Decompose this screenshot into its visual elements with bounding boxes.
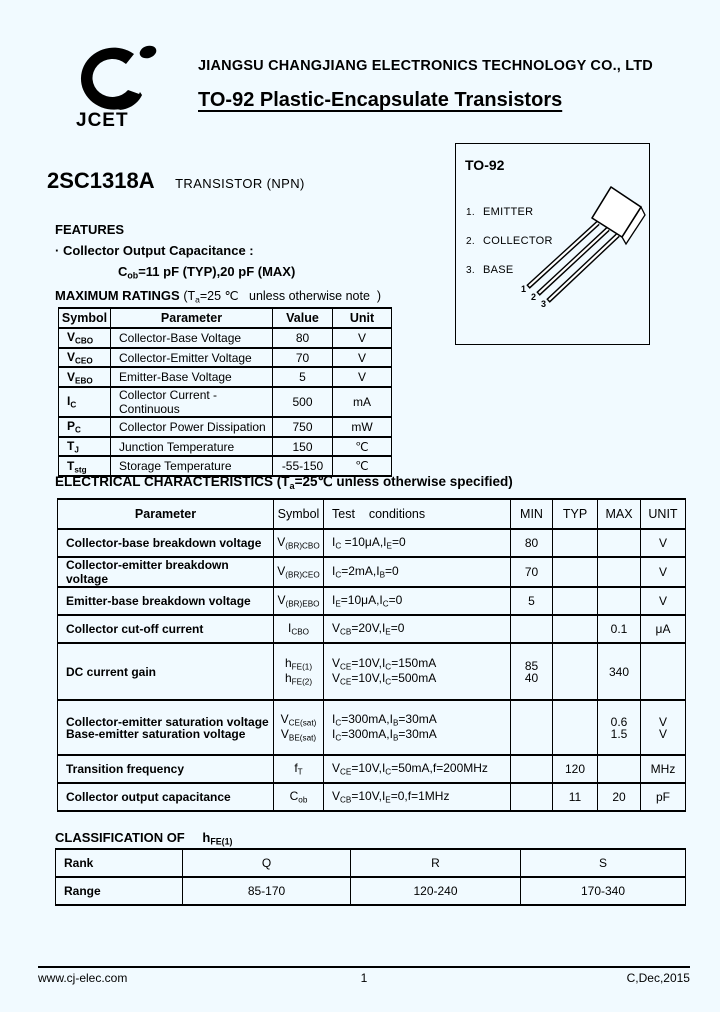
value-cell: -55-150	[273, 456, 333, 476]
symbol-line: $V_{BE(sat)}$	[280, 726, 317, 742]
parameter-cell: Storage Temperature	[111, 456, 273, 476]
unit-cell: ℃	[333, 437, 392, 457]
table-row	[58, 615, 686, 643]
symbol-cell: $V_{(BR)CBO}$	[274, 529, 324, 557]
col-header-unit: UNIT	[641, 499, 686, 529]
table-header-row	[58, 499, 686, 529]
symbol-line: $h_{FE(1)}$	[284, 655, 313, 672]
symbol-cell	[274, 700, 324, 755]
symbol-cell: $T_{stg}$	[59, 456, 111, 476]
conditions-cell: $V_{CE}=10V,I_C=50mA,f=200MHz$	[324, 755, 511, 783]
parameter-cell: Transition frequency	[58, 755, 274, 783]
table-row	[59, 348, 392, 368]
max-cell: 20	[598, 783, 641, 811]
pin-label: COLLECTOR	[483, 235, 553, 247]
footer-date: C,Dec,2015	[626, 971, 690, 985]
footer-divider	[38, 966, 690, 968]
min-cell: 80	[511, 529, 553, 557]
pin-label: EMITTER	[483, 206, 534, 218]
col-header-symbol: Symbol	[59, 308, 111, 328]
logo	[62, 40, 182, 132]
symbol-cell: $P_C$	[59, 417, 111, 437]
unit-cell: mA	[333, 387, 392, 417]
typ-cell	[553, 643, 598, 700]
classification-table	[55, 848, 686, 906]
min-cell	[511, 755, 553, 783]
min-cell	[511, 615, 553, 643]
unit-cell: V	[333, 367, 392, 387]
rank-cell: R	[351, 849, 521, 877]
to92-transistor-drawing-icon	[514, 174, 648, 324]
min-cell: 5	[511, 587, 553, 615]
conditions-cell: $V_{CB}=10V,I_E=0,f=1MHz$	[324, 783, 511, 811]
value-cell: 80	[273, 328, 333, 348]
min-cell	[511, 643, 553, 700]
parameter-cell: Collector output capacitance	[58, 783, 274, 811]
col-header-symbol: Symbol	[274, 499, 324, 529]
parameter-cell: DC current gain	[58, 643, 274, 700]
lead-number-1: 1	[521, 284, 527, 294]
min-cell	[511, 783, 553, 811]
max-cell	[598, 700, 641, 755]
symbol-cell: $C_{ob}$	[274, 783, 324, 811]
symbol-cell: $V_{(BR)EBO}$	[274, 587, 324, 615]
pin-label: BASE	[483, 264, 514, 276]
col-header-parameter: Parameter	[58, 499, 274, 529]
classification-heading-symbol: $h_{FE(1)}$	[202, 830, 233, 847]
max-cell: 0.1	[598, 615, 641, 643]
table-row-rank	[56, 849, 686, 877]
conditions-line: $I_C=300mA,I_B=30mA$	[332, 711, 437, 728]
col-header-conditions: Test conditions	[324, 499, 511, 529]
pin-number: 2.	[466, 236, 475, 247]
max-line: 340	[608, 664, 630, 679]
typ-cell	[553, 587, 598, 615]
unit-cell: mW	[333, 417, 392, 437]
max-cell	[598, 557, 641, 587]
conditions-line: $V_{CE}=10V,I_C=150mA$	[332, 655, 437, 672]
symbol-line: $V_{CE(sat)}$	[280, 711, 317, 728]
max-ratings-table	[58, 307, 392, 477]
table-row	[59, 367, 392, 387]
jcet-logo-icon	[62, 40, 166, 116]
range-cell: 170-340	[521, 877, 686, 905]
package-outline-box	[455, 143, 650, 345]
value-cell: 150	[273, 437, 333, 457]
rank-cell: Q	[183, 849, 351, 877]
conditions-line: $V_{CE}=10V,I_C=500mA$	[332, 670, 437, 686]
value-cell: 500	[273, 387, 333, 417]
table-row	[59, 437, 392, 457]
typ-cell: 120	[553, 755, 598, 783]
table-header-row	[59, 308, 392, 328]
typ-cell	[553, 557, 598, 587]
symbol-cell: $V_{(BR)CEO}$	[274, 557, 324, 587]
unit-cell: V	[333, 348, 392, 368]
range-label-cell: Range	[56, 877, 183, 905]
max-ratings-heading	[55, 288, 381, 305]
symbol-cell: $V_{EBO}$	[59, 367, 111, 387]
parameter-cell: Collector Current -Continuous	[111, 387, 273, 417]
unit-cell: MHz	[641, 755, 686, 783]
unit-line: V	[658, 726, 667, 741]
typ-cell	[553, 700, 598, 755]
pin-row-base	[466, 264, 514, 276]
unit-cell	[641, 643, 686, 700]
unit-cell: V	[333, 328, 392, 348]
unit-cell: V	[641, 529, 686, 557]
table-row-dc-gain	[58, 643, 686, 700]
max-cell	[598, 587, 641, 615]
lead-number-3: 3	[541, 299, 547, 309]
max-line: 1.5	[610, 726, 628, 741]
min-cell: 70	[511, 557, 553, 587]
value-cell: 5	[273, 367, 333, 387]
parameter-cell: Collector cut-off current	[58, 615, 274, 643]
table-row	[58, 529, 686, 557]
col-header-unit: Unit	[333, 308, 392, 328]
conditions-line: $I_C=300mA,I_B=30mA$	[332, 726, 437, 742]
range-cell: 120-240	[351, 877, 521, 905]
part-type: TRANSISTOR (NPN)	[175, 176, 305, 191]
parameter-line: Collector-emitter saturation voltage	[66, 714, 269, 729]
conditions-cell: $V_{CB}=20V,I_E=0$	[324, 615, 511, 643]
footer-page-number: 1	[360, 971, 368, 985]
elec-table	[57, 498, 686, 812]
parameter-cell: Collector-Base Voltage	[111, 328, 273, 348]
logo-text: JCET	[76, 110, 129, 131]
pin-number: 3.	[466, 265, 475, 276]
max-ratings-heading-main: MAXIMUM RATINGS	[55, 288, 184, 303]
unit-cell: μA	[641, 615, 686, 643]
symbol-cell: $f_T$	[274, 755, 324, 783]
max-line: 0.6	[610, 714, 628, 729]
unit-cell	[641, 700, 686, 755]
parameter-cell	[58, 700, 274, 755]
symbol-cell: $V_{CEO}$	[59, 348, 111, 368]
parameter-cell: Junction Temperature	[111, 437, 273, 457]
max-cell	[598, 755, 641, 783]
part-number: 2SC1318A	[47, 168, 155, 193]
unit-cell: V	[641, 587, 686, 615]
table-row	[59, 387, 392, 417]
unit-cell: ℃	[333, 456, 392, 476]
col-header-max: MAX	[598, 499, 641, 529]
min-line: 40	[524, 670, 539, 685]
value-cell: 750	[273, 417, 333, 437]
table-row	[59, 328, 392, 348]
range-cell: 85-170	[183, 877, 351, 905]
lead-number-2: 2	[531, 292, 537, 302]
conditions-cell	[324, 700, 511, 755]
parameter-cell: Collector Power Dissipation	[111, 417, 273, 437]
value-cell: 70	[273, 348, 333, 368]
min-line: 85	[524, 658, 539, 673]
parameter-cell: Collector-base breakdown voltage	[58, 529, 274, 557]
footer-website: www.cj-elec.com	[38, 971, 128, 985]
table-row-saturation	[58, 700, 686, 755]
typ-cell: 11	[553, 783, 598, 811]
parameter-line: Base-emitter saturation voltage	[66, 726, 246, 741]
company-name: JIANGSU CHANGJIANG ELECTRONICS TECHNOLOGY CO., LTD	[198, 58, 653, 74]
symbol-cell: $V_{CBO}$	[59, 328, 111, 348]
symbol-line: $h_{FE(2)}$	[284, 670, 313, 686]
col-header-parameter: Parameter	[111, 308, 273, 328]
typ-cell	[553, 615, 598, 643]
max-ratings-heading-conditions: ($T_a=25$ ℃ unless otherwise note )	[183, 289, 382, 305]
features-cob-value: $C_{ob}=11$ pF (TYP),20 pF (MAX)	[118, 264, 296, 281]
rank-label-cell: Rank	[56, 849, 183, 877]
unit-cell: pF	[641, 783, 686, 811]
parameter-cell: Emitter-base breakdown voltage	[58, 587, 274, 615]
symbol-cell: $I_C$	[59, 387, 111, 417]
doc-title: TO-92 Plastic-Encapsulate Transistors	[198, 89, 563, 111]
unit-cell: V	[641, 557, 686, 587]
col-header-min: MIN	[511, 499, 553, 529]
min-cell	[511, 700, 553, 755]
max-cell	[598, 529, 641, 557]
footer	[38, 971, 690, 985]
table-row	[58, 755, 686, 783]
conditions-cell: $I_C=2mA,I_B=0$	[324, 557, 511, 587]
col-header-typ: TYP	[553, 499, 598, 529]
pin-number: 1.	[466, 207, 475, 218]
conditions-cell: $I_C =10\mu A,I_E=0$	[324, 529, 511, 557]
table-row-range	[56, 877, 686, 905]
table-row	[58, 587, 686, 615]
conditions-cell	[324, 643, 511, 700]
table-row	[58, 783, 686, 811]
col-header-value: Value	[273, 308, 333, 328]
symbol-cell: $I_{CBO}$	[274, 615, 324, 643]
parameter-cell: Collector-emitter breakdown voltage	[58, 557, 274, 587]
features-heading: FEATURES	[55, 222, 125, 237]
unit-line: V	[658, 714, 667, 729]
elec-heading: ELECTRICAL CHARACTERISTICS ($T_a=25℃$ unless otherwise specified)	[55, 474, 513, 491]
typ-cell	[553, 529, 598, 557]
table-row	[58, 557, 686, 587]
parameter-cell: Emitter-Base Voltage	[111, 367, 273, 387]
classification-heading-main: CLASSIFICATION OF	[55, 830, 185, 845]
max-cell	[598, 643, 641, 700]
symbol-cell: $T_J$	[59, 437, 111, 457]
features-line: · Collector Output Capacitance :	[55, 243, 254, 258]
classification-heading	[55, 830, 232, 847]
rank-cell: S	[521, 849, 686, 877]
symbol-cell	[274, 643, 324, 700]
package-title: TO-92	[465, 157, 505, 173]
conditions-cell: $I_E=10\mu A,I_C=0$	[324, 587, 511, 615]
parameter-cell: Collector-Emitter Voltage	[111, 348, 273, 368]
table-row	[59, 417, 392, 437]
